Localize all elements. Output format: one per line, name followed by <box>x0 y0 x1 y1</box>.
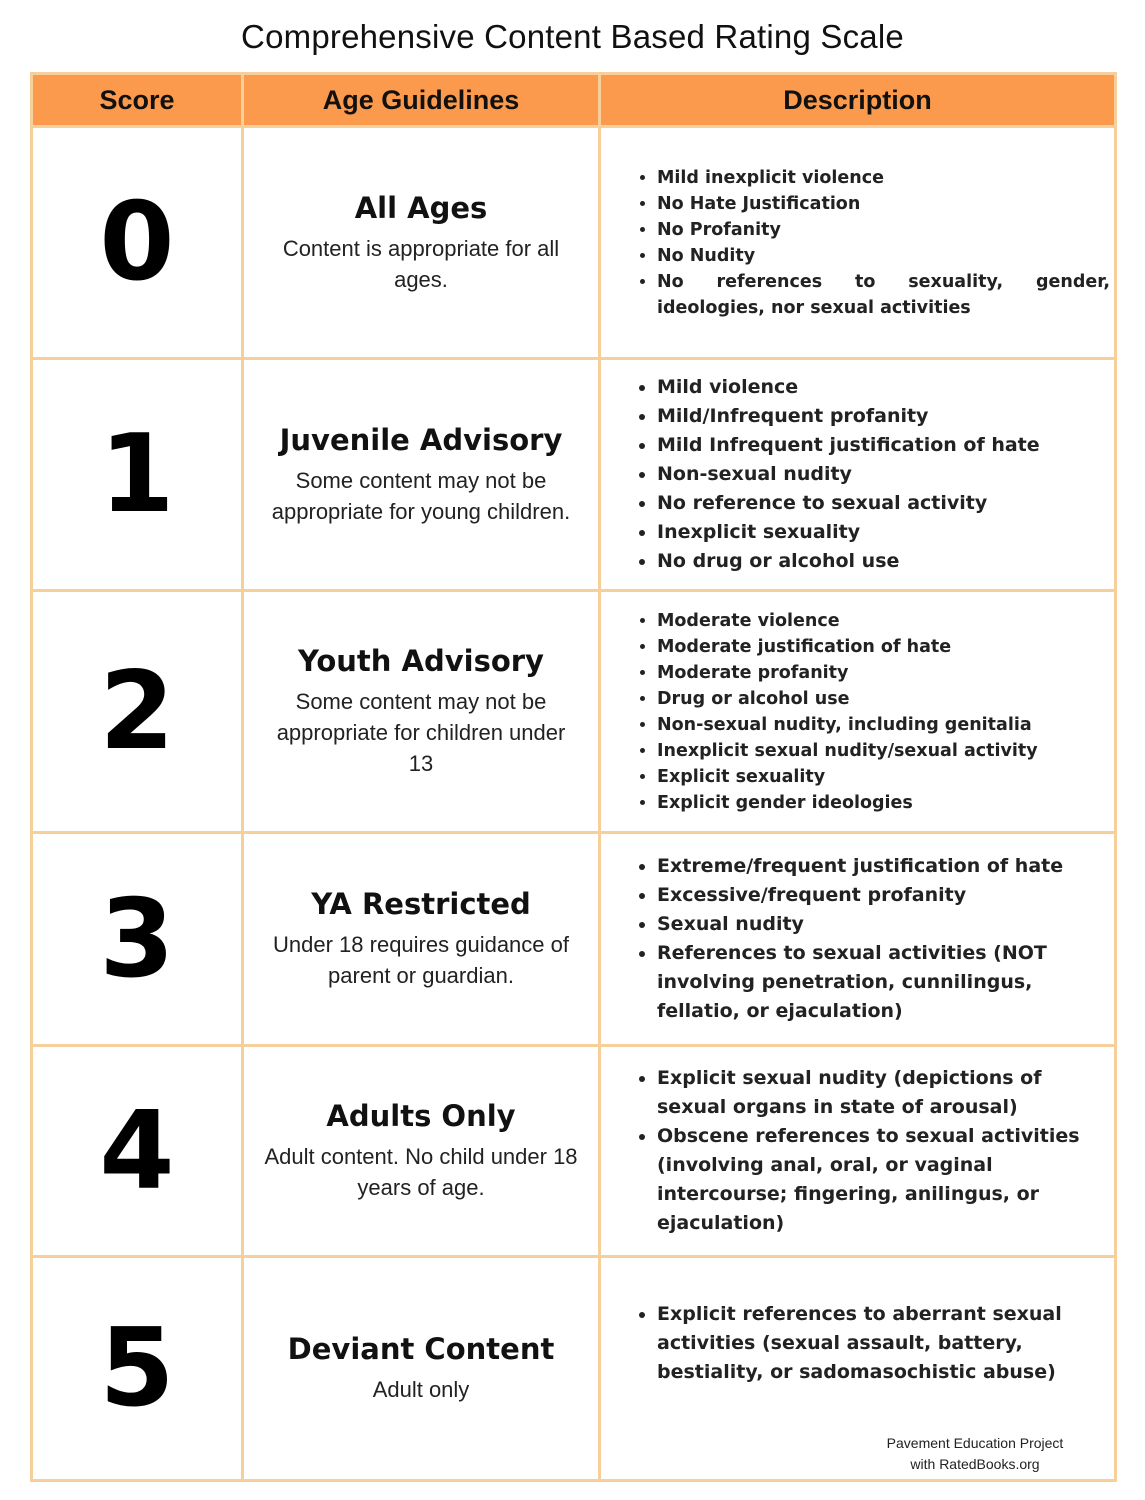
description-item: • Excessive/frequent profanity <box>657 881 1110 910</box>
description-list <box>601 165 1114 321</box>
footer-credit <box>850 1433 1100 1475</box>
age-guideline-text: Content is appropriate for all ages. <box>282 235 560 292</box>
description-item: • Non-sexual nudity <box>657 460 1110 489</box>
description-cell <box>600 359 1116 591</box>
score-value: 4 <box>32 1046 243 1257</box>
description-list <box>601 373 1114 576</box>
description-item: • No drug or alcohol use <box>657 547 1110 576</box>
age-guideline-cell <box>243 1257 600 1481</box>
age-guideline-cell <box>243 833 600 1046</box>
description-item: • No Profanity <box>657 217 1110 243</box>
age-guideline-title: Deviant Content <box>287 1332 555 1366</box>
description-item: • Obscene references to sexual activities (involving anal, oral, or vaginal intercourse; fingering, anilingus, or ejaculation) <box>657 1122 1110 1238</box>
description-item: • References to sexual activities (NOT involving penetration, cunnilingus, fellatio, or ejaculation) <box>657 939 1110 1026</box>
description-list <box>601 1300 1114 1387</box>
age-guideline-cell <box>243 591 600 833</box>
column-header-description: Description <box>600 74 1116 127</box>
description-item: • Moderate violence <box>657 608 1110 634</box>
age-guideline-title: Adults Only <box>326 1099 516 1133</box>
description-item: • Sexual nudity <box>657 910 1110 939</box>
description-list <box>601 1064 1114 1238</box>
age-guideline-title: Youth Advisory <box>298 644 544 678</box>
description-list <box>601 608 1114 816</box>
description-item: • No Hate Justification <box>657 191 1110 217</box>
score-value: 2 <box>32 591 243 833</box>
description-item: • Mild violence <box>657 373 1110 402</box>
age-guideline-cell <box>243 1046 600 1257</box>
rating-table <box>30 72 1117 1482</box>
description-item: • Explicit references to aberrant sexual activities (sexual assault, battery, bestiality, or sadomasochistic abuse) <box>657 1300 1110 1387</box>
score-value: 0 <box>32 127 243 359</box>
description-item: • Mild/Infrequent profanity <box>657 402 1110 431</box>
description-item: • No references to sexuality, gender, ideologies, nor sexual activities <box>657 269 1110 321</box>
description-item: • Explicit gender ideologies <box>657 790 1110 816</box>
description-item: • Inexplicit sexuality <box>657 518 1110 547</box>
age-guideline-title: All Ages <box>354 190 488 225</box>
description-list <box>601 852 1114 1026</box>
description-cell <box>600 1046 1116 1257</box>
footer-line: Pavement Education Project <box>886 1435 1064 1451</box>
description-item: • Inexplicit sexual nudity/sexual activity <box>657 738 1110 764</box>
age-guideline-text: Under 18 requires guidance of parent or guardian. <box>273 932 569 988</box>
table-row <box>32 1046 1116 1257</box>
description-item: • Mild inexplicit violence <box>657 165 1110 191</box>
description-item: • No Nudity <box>657 243 1110 269</box>
age-guideline-title: YA Restricted <box>311 887 531 921</box>
table-row <box>32 359 1116 591</box>
age-guideline-cell <box>243 127 600 359</box>
age-guideline-title: Juvenile Advisory <box>279 422 563 457</box>
description-cell <box>600 127 1116 359</box>
description-item: • Mild Infrequent justification of hate <box>657 431 1110 460</box>
table-row <box>32 127 1116 359</box>
table-row <box>32 591 1116 833</box>
description-cell <box>600 833 1116 1046</box>
description-cell <box>600 591 1116 833</box>
age-guideline-text: Adult only <box>372 1377 470 1402</box>
description-item: • Moderate justification of hate <box>657 634 1110 660</box>
age-guideline-text: Some content may not be appropriate for children under 13 <box>276 689 566 776</box>
table-header-row <box>32 74 1116 127</box>
column-header-score: Score <box>32 74 243 127</box>
description-item: • Drug or alcohol use <box>657 686 1110 712</box>
score-value: 3 <box>32 833 243 1046</box>
age-guideline-text: Some content may not be appropriate for young children. <box>271 467 571 524</box>
score-value: 1 <box>32 359 243 591</box>
age-guideline-text: Adult content. No child under 18 years of age. <box>264 1144 578 1200</box>
description-item: • Explicit sexual nudity (depictions of sexual organs in state of arousal) <box>657 1064 1110 1122</box>
table-row <box>32 833 1116 1046</box>
description-item: • Explicit sexuality <box>657 764 1110 790</box>
description-item: • No reference to sexual activity <box>657 489 1110 518</box>
description-item: • Extreme/frequent justification of hate <box>657 852 1110 881</box>
description-item: • Moderate profanity <box>657 660 1110 686</box>
column-header-age-guidelines: Age Guidelines <box>243 74 600 127</box>
description-item: • Non-sexual nudity, including genitalia <box>657 712 1110 738</box>
footer-line: with RatedBooks.org <box>910 1456 1040 1472</box>
page-title: Comprehensive Content Based Rating Scale <box>241 18 904 55</box>
age-guideline-cell <box>243 359 600 591</box>
score-value: 5 <box>32 1257 243 1481</box>
